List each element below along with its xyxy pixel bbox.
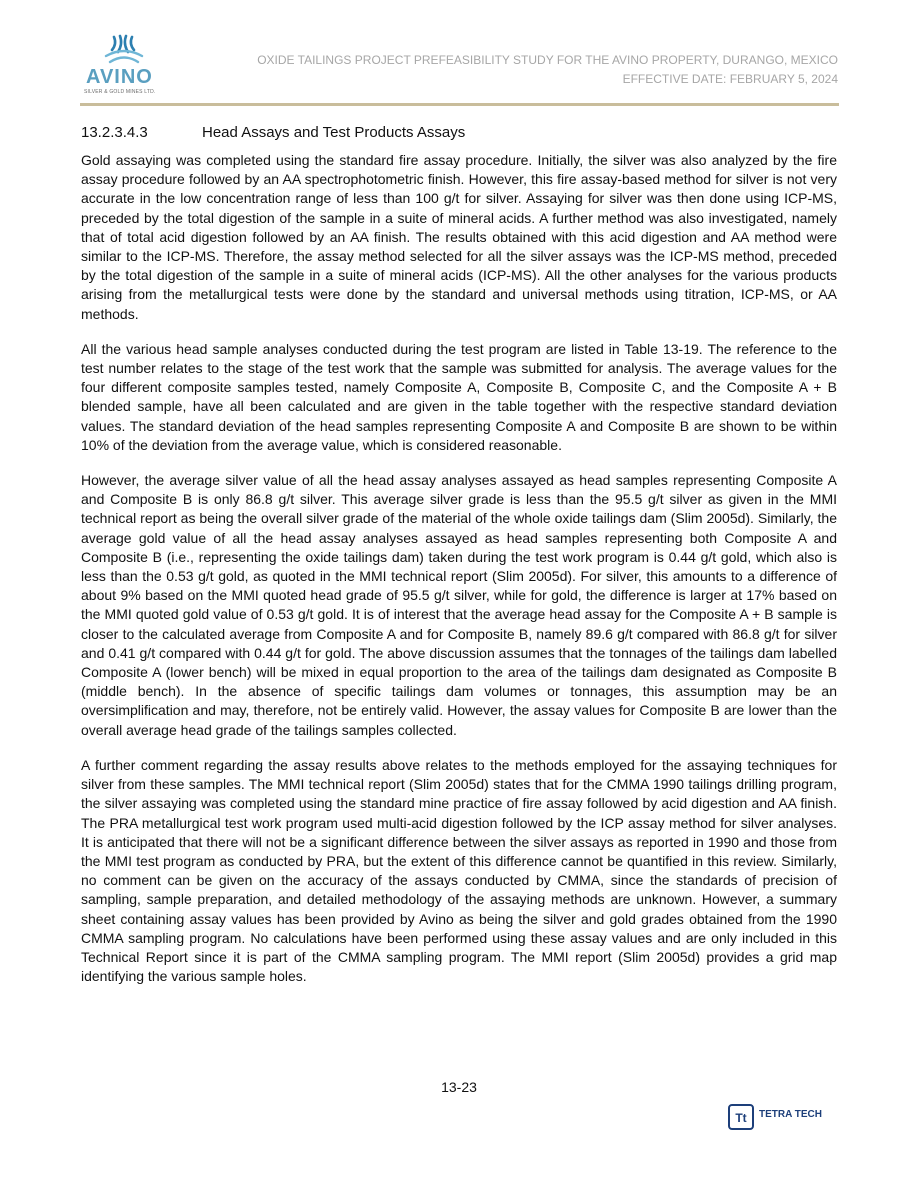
section-heading <box>81 124 837 141</box>
paragraph: All the various head sample analyses conducted during the test program are listed in Table 13-19. The reference to the test number relates to the stage of the test work that the sample was submitted for analysis. The average values for the four different composite samples tested, namely Composite A, Composite B, Composite C, and the Composite A + B blended sample, have all been calculated and are given in the table together with the respective standard deviation values. The standard deviation of the head samples representing Composite A and Composite B are shown to be within 10% of the deviation from the average value, which is considered reasonable. <box>81 340 837 453</box>
avino-logo-text: AVINO <box>86 66 153 88</box>
paragraph: Gold assaying was completed using the standard fire assay procedure. Initially, the silver was also analyzed by the fire assay procedure followed by an AA spectrophotometric finish. However, this fire assay-based method for silver is not very accurate in the low concentration range of less than 100 g/t for silver. Assaying for silver was then done using ICP-MS, preceded by the total digestion of the sample in a suite of mineral acids. A further method was also investigated, namely that of total acid digestion followed by an AA finish. The results obtained with this acid digestion and AA method were similar to the ICP-MS. Therefore, the assay method selected for all the silver assays was the ICP-MS method, preceded by the total digestion of the sample in a suite of mineral acids (ICP-MS). All the other analyses for the various products arising from the metallurgical tests were done by the standard and universal methods using titration, ICP-MS, or AA methods. <box>81 152 837 322</box>
report-title: OXIDE TAILINGS PROJECT PREFEASIBILITY STUDY FOR THE AVINO PROPERTY, DURANGO, MEXICO <box>257 53 838 67</box>
section-title: Head Assays and Test Products Assays <box>202 124 466 141</box>
avino-emblem-icon <box>100 34 148 68</box>
header-text-block <box>257 51 838 89</box>
document-body <box>81 124 837 1002</box>
paragraph: However, the average silver value of all the head assay analyses assayed as head samples representing Composite A and Composite B is only 86.8 g/t silver. This average silver grade is less than the 95.5 g/t silver as given in the MMI technical report as being the overall silver grade of the material of the whole oxide tailings dam (Slim 2005d). Similarly, the average gold value of all the head assay analyses assayed as head samples representing both Composite A and Composite B (i.e., representing the oxide tailings dam) taken during the test work program is 0.44 g/t gold, which also is less than the 0.53 g/t gold, as quoted in the MMI technical report (Slim 2005d). For silver, this amounts to a difference of about 9% based on the MMI quoted head grade of 95.5 g/t silver, while for gold, the difference is larger at 17% based on the MMI quoted gold value of 0.53 g/t gold. It is of interest that the average head assay for the Composite A + B sample is closer to the calculated average from Composite A and for Composite B, namely 89.6 g/t compared with 86.8 g/t for silver and 0.41 g/t compared with 0.44 g/t for gold. The above discussion assumes that the tonnages of the tailings dam labelled Composite A (lower bench) will be mixed in equal proportion to the area of the tailings dam designated as Composite B (middle bench). In the absence of specific tailings dam volumes or tonnages, this assumption may be an oversimplification and may, therefore, not be entirely valid. However, the assay values for Composite B are lower than the overall average head grade of the tailings samples collected. <box>81 472 837 738</box>
svg-text:Tt: Tt <box>735 1111 747 1125</box>
section-number: 13.2.3.4.3 <box>81 124 148 141</box>
avino-logo-tagline: SILVER & GOLD MINES LTD. <box>84 89 156 95</box>
paragraph: A further comment regarding the assay results above relates to the methods employed for the assaying techniques for silver from these samples. The MMI technical report (Slim 2005d) states that for the CMMA 1990 tailings drilling program, the silver assaying was completed using the standard mine practice of fire assay followed by acid digestion and AA finish. The PRA metallurgical test work program used multi-acid digestion followed by the ICP assay method for silver analyses. It is anticipated that there will not be a significant difference between the silver assays as reported in 1990 and those from the MMI test program as conducted by PRA, but the extent of this difference cannot be quantified in this review. Similarly, no comment can be given on the accuracy of the assays conducted by CMMA, since the standards of precision of sampling, sample preparation, and detailed methodology of the assaying methods are unknown. However, a summary sheet containing assay values has been provided by Avino as being the silver and gold grades obtained from the 1990 CMMA sampling program. No calculations have been performed using these assay values and are only included in this Technical Report since it is part of the CMMA sampling program. The MMI report (Slim 2005d) provides a grid map identifying the various sample holes. <box>81 756 837 985</box>
tetra-tech-wordmark: TETRA TECH <box>759 1109 822 1120</box>
tetra-tech-mark-icon <box>728 1104 754 1130</box>
page-header <box>80 34 838 106</box>
tetra-tech-logo <box>728 1104 838 1132</box>
effective-date: EFFECTIVE DATE: FEBRUARY 5, 2024 <box>622 72 838 86</box>
page-number: 13-23 <box>441 1079 477 1095</box>
header-divider <box>80 103 839 106</box>
avino-logo <box>80 34 170 102</box>
